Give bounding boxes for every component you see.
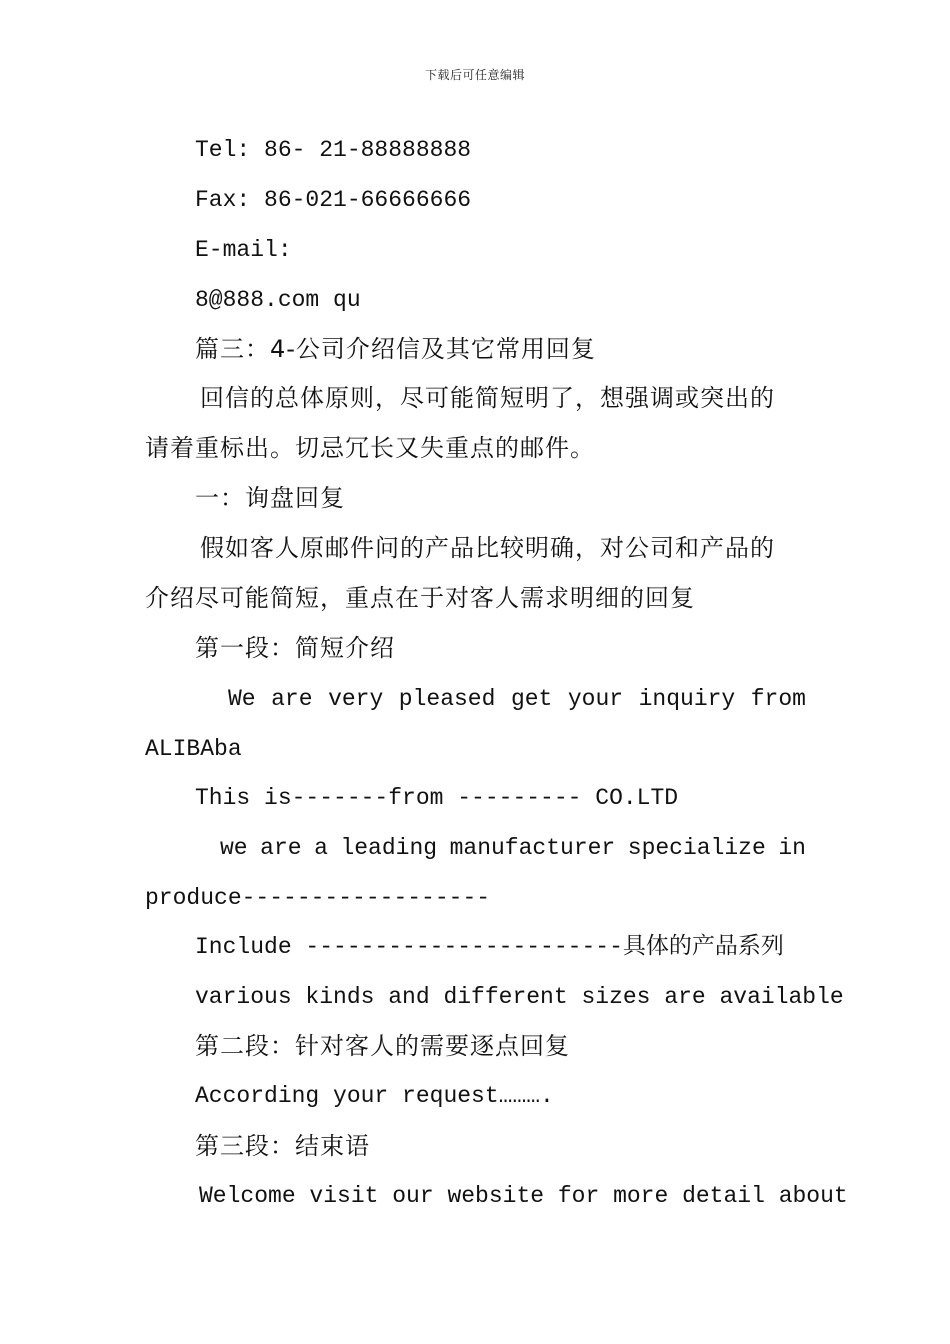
- alibaba-line: ALIBAba: [145, 736, 242, 762]
- word: are: [260, 835, 302, 861]
- word: pleased: [398, 686, 496, 712]
- word: manufacturer: [449, 835, 616, 861]
- inquiry-line-2: 介绍尽可能简短，重点在于对客人需求明细的回复: [145, 584, 695, 612]
- we-pleased-line: [228, 684, 806, 714]
- word: in: [778, 835, 806, 861]
- paragraph-2-heading: 第二段：针对客人的需要逐点回复: [195, 1032, 570, 1060]
- include-line: Include -----------------------具体的产品系列: [195, 934, 784, 960]
- word: your: [567, 686, 624, 712]
- paragraph-1-heading: 第一段：简短介绍: [195, 634, 395, 662]
- word: we: [220, 835, 248, 861]
- fax-line: Fax: 86-021-66666666: [195, 187, 472, 213]
- email-label: E-mail:: [195, 237, 292, 263]
- leading-manufacturer-line: [220, 833, 806, 863]
- section-title: 篇三：4-公司介绍信及其它常用回复: [195, 335, 596, 363]
- welcome-line: Welcome visit our website for more detail about: [199, 1183, 848, 1209]
- word: are: [271, 686, 313, 712]
- word: inquiry: [638, 686, 736, 712]
- produce-line: produce------------------: [145, 885, 491, 911]
- word: specialize: [627, 835, 766, 861]
- email-value: 8@888.com qu: [195, 287, 361, 313]
- word: We: [228, 686, 256, 712]
- inquiry-line-1: 假如客人原邮件问的产品比较明确，对公司和产品的: [200, 534, 775, 562]
- word: from: [750, 686, 806, 712]
- paragraph-3-heading: 第三段：结束语: [195, 1132, 370, 1160]
- principle-line-1: 回信的总体原则，尽可能简短明了，想强调或突出的: [200, 384, 775, 412]
- this-is-line: This is-------from --------- CO.LTD: [195, 785, 679, 811]
- inquiry-heading: 一：询盘回复: [195, 484, 345, 512]
- page-header: 下载后可任意编辑: [424, 68, 525, 82]
- tel-line: Tel: 86- 21-88888888: [195, 137, 472, 163]
- various-line: various kinds and different sizes are available: [195, 984, 844, 1010]
- word: get: [510, 686, 553, 712]
- word: very: [328, 686, 384, 712]
- according-line: According your request……….: [195, 1083, 554, 1109]
- word: leading: [340, 835, 438, 861]
- word: a: [314, 835, 328, 861]
- principle-line-2: 请着重标出。切忌冗长又失重点的邮件。: [145, 434, 595, 462]
